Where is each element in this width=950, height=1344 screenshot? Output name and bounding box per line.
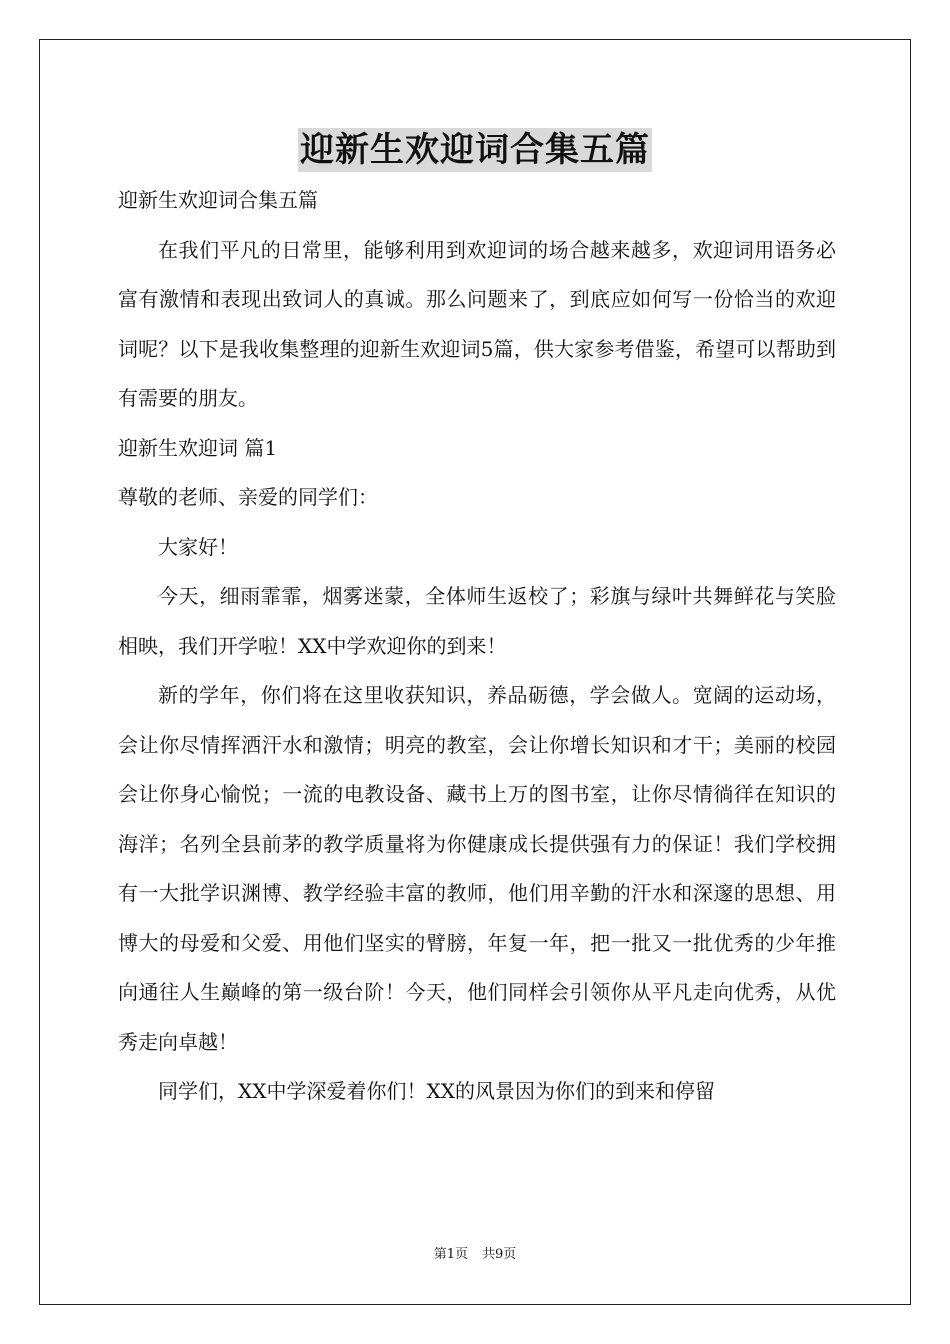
document-title: 迎新生欢迎词合集五篇: [300, 130, 650, 170]
section-heading: 迎新生欢迎词 篇1: [118, 435, 278, 460]
page-number: 第1页: [433, 1247, 468, 1262]
page-footer: [0, 1245, 950, 1265]
body-paragraph: 同学们，XX中学深爱着你们！XX的风景因为你们的到来和停留: [158, 1079, 715, 1103]
document-subtitle: 迎新生欢迎词合集五篇: [118, 188, 318, 212]
body-paragraph: 新的学年，你们将在这里收获知识，养品砺德，学会做人。宽阔的运动场，会让你尽情挥洒汗水和激情；明亮的教室，会让你增长知识和才干；美丽的校园会让你身心愉悦；一流的电教设备、藏书上万的图书室，让你尽情徜徉在知识的海洋；名列全县前茅的教学质量将为你健康成长提供强有力的保证！我们学校拥有一大批学识渊博、教学经验丰富的教师，他们用辛勤的汗水和深邃的思想、用博大的母爱和父爱、用他们坚实的臂膀，年复一年，把一批又一批优秀的少年推向通往人生巅峰的第一级台阶！今天，他们同样会引领你从平凡走向优秀，从优秀走向卓越！: [118, 683, 836, 1054]
document-body: [118, 176, 836, 1117]
greeting: 大家好！: [158, 534, 238, 559]
intro-paragraph: 在我们平凡的日常里，能够利用到欢迎词的场合越来越多，欢迎词用语务必富有激情和表现出致词人的真诚。那么问题来了，到底应如何写一份恰当的欢迎词呢？以下是我收集整理的迎新生欢迎词5篇，供大家参考借鉴，希望可以帮助到有需要的朋友。: [118, 237, 836, 410]
body-paragraph: 今天，细雨霏霏，烟雾迷蒙，全体师生返校了；彩旗与绿叶共舞鲜花与笑脸相映，我们开学啦！XX中学欢迎你的到来！: [118, 584, 836, 658]
salutation: 尊敬的老师、亲爱的同学们：: [118, 485, 378, 509]
title-wrap: [0, 128, 950, 172]
page-total: 共9页: [482, 1247, 517, 1262]
